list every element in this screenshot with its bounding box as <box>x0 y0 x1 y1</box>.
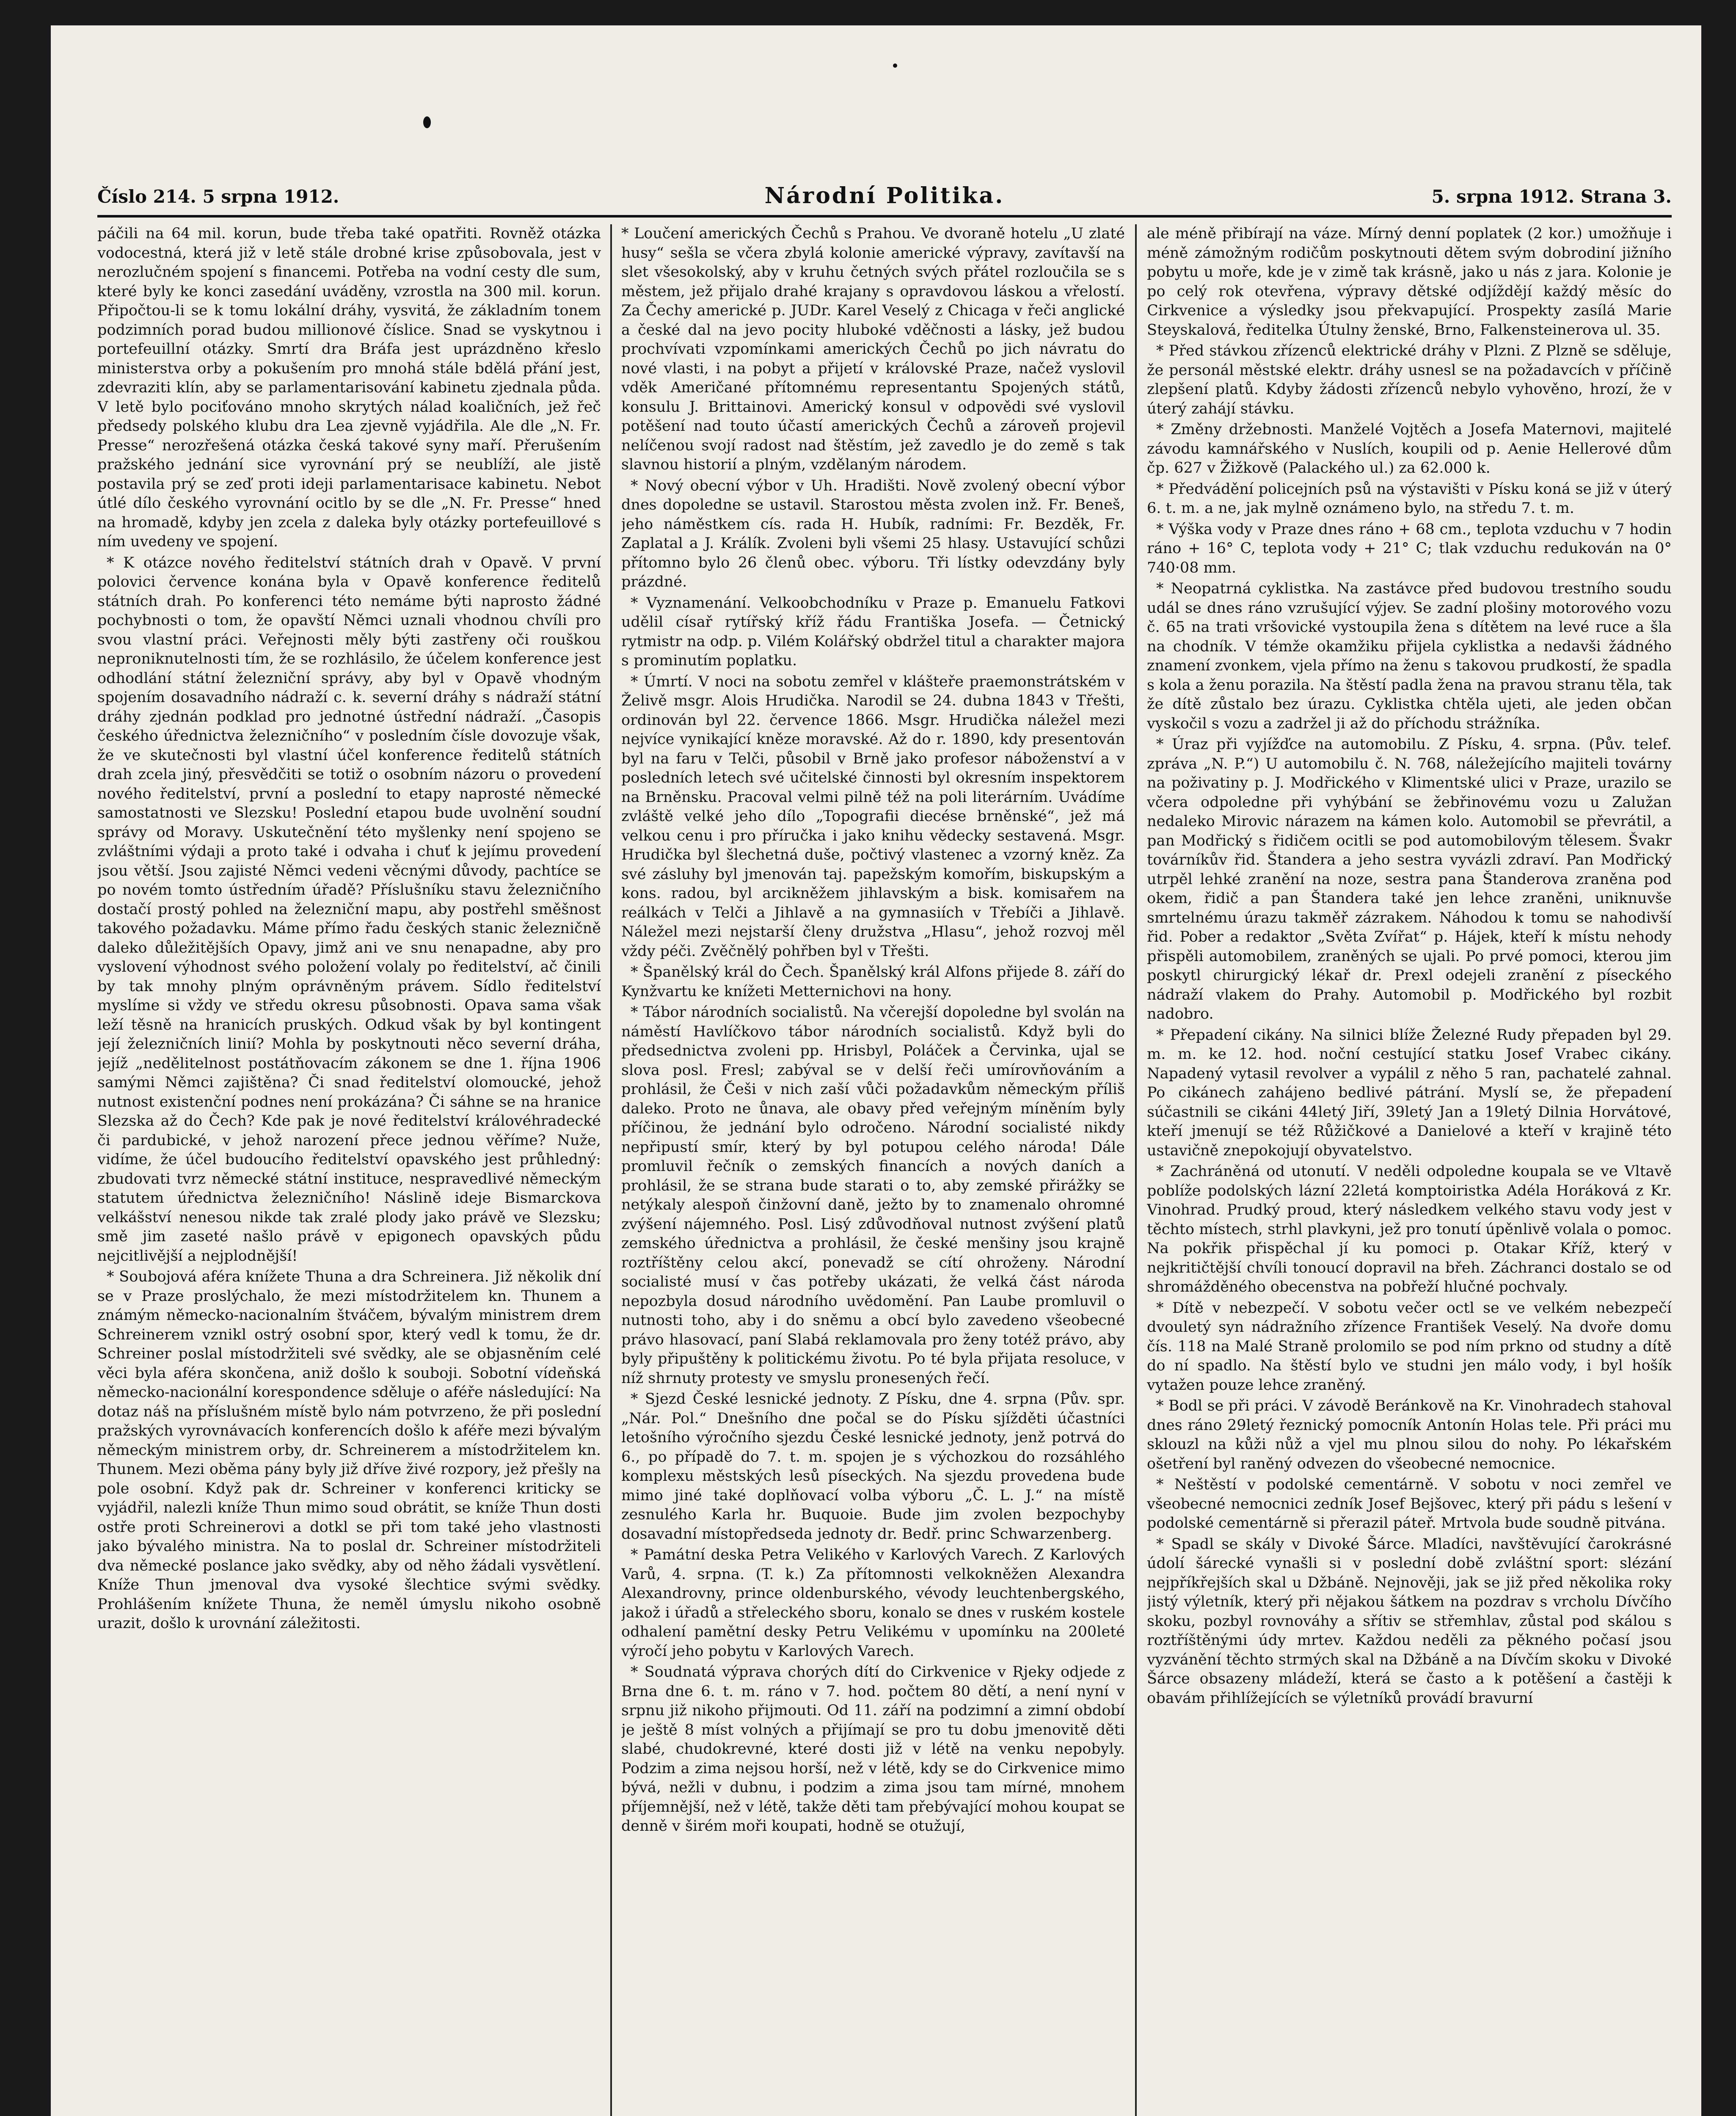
newspaper-title: Národní Politika. <box>764 183 1005 209</box>
article-paragraph: * Neopatrná cyklistka. Na zastávce před budovou trestního soudu udál se dnes ráno vzrušující výjev. Se zadní plošiny motorového vozu č. 65 na trati vršovické vystoupila žena s dítětem na levé ruce a šla na chodník. V témže okamžiku přijela cyklistka a nedavši žádného znamení zvonkem, vjela přímo na ženu s takovou prudkostí, že spadla s kola a ženu porazila. Na štěstí padla žena na pravou stranu těla, tak že dítě zůstalo bez úrazu. Cyklistka chtěla ujeti, ale jeden občan vyskočil s vozu a zadržel ji až do příchodu strážníka. <box>1147 580 1672 732</box>
article-paragraph: * Vyznamenání. Velkoobchodníku v Praze p. Emanuelu Fatkovi udělil císař rytířský kříž řádu Františka Josefa. — Četnický rytmistr na odp. p. Vilém Kolářský obdržel titul a charakter majora s prominutím poplatku. <box>621 594 1125 669</box>
article-paragraph: * Památní deska Petra Velikého v Karlových Varech. Z Karlových Varů, 4. srpna. (T. k.) Za přítomnosti velkokněžen Alexandra Alexandrovny, prince oldenburského, vévody leuchtenbergského, jakož i úřadů a střeleckého sboru, konalo se dnes v ruském kostele odhalení pamětní desky Petru Velikému v upomínku na 200leté výročí jeho pobytu v Karlových Varech. <box>621 1546 1125 1660</box>
article-paragraph: * Přepadení cikány. Na silnici blíže Železné Rudy přepaden byl 29. m. m. ke 12. hod. noční cestující statku Josef Vrabec cikány. Napadený vytasil revolver a vypálil z něho 5 ran, pachatelé zahnal. Po cikánech zahájeno bedlivé pátrání. Myslí se, že přepadení súčastnili se cikáni 44letý Jiří, 39letý Jan a 19letý Dilnia Horvátové, kteří jmenují se též Růžičkové a Danielové a kteří v krajině této ustavičně znepokojují obyvatelstvo. <box>1147 1026 1672 1159</box>
article-paragraph: * Tábor národních socialistů. Na včerejší dopoledne byl svolán na náměstí Havlíčkovo tábor národních socialistů. Když byli do předsednictva zvoleni pp. Hrisbyl, Poláček a Červinka, ujal se slova posl. Fresl; zabýval se v delší řeči umírovňováním a prohlásil, že Češi v nich zaší vůči požadavkům německým příliš daleko. Proto ne ůnava, ale obavy před veřejným míněním byly příčinou, že jednání bylo odročeno. Národní socialisté nikdy nepřipustí smír, který by byl potupou celého národa! Dále promluvil řečník o zemských financích a nových daních a prohlásil, že se strana bude starati o to, aby zemské přirážky se netýkaly alespoň činžovní daně, ježto by to znamenalo ohromné zvýšení nájemného. Posl. Lisý zdůvodňoval nutnost zvýšení platů zemského úřednictva a prohlásil, že české menšiny jsou krajně roztříštěny celou akcí, ponevadž se cítí ohroženy. Národní socialisté musí v čas potřeby ukázati, že velká část národa nepozbyla dosud národního uvědomění. Pan Laube promluvil o nutnosti toho, aby i do sněmu a obcí bylo zavedeno všeobecné právo hlasovací, paní Slabá reklamovala pro ženy totéž právo, aby byly připuštěny k politickému životu. Po té byla přijata resoluce, v níž shrnuty protesty ve smyslu pronesených řečí. <box>621 1004 1125 1387</box>
article-paragraph: * Spadl se skály v Divoké Šárce. Mladíci, navštěvující čarokrásné údolí šárecké vynašli si v poslední době zvláštní sport: slézání nejpříkřejších skal u Džbáně. Nejnověji, jak se již před několika roky jistý výletník, který při nějakou šátkem na pozdrav s vrcholu Dívčího skoku, pozbyl rovnováhy a sřítiv se střemhlav, zůstal pod skálou s roztříštěnými údy mrtev. Každou neděli za pěkného počasí jsou vyzvánění těchto strmých skal na Džbáně a na Dívčím skoku v Divoké Šárce obsazeny mládeží, která se často a k potěšení a častěji k obavám přihlížejících se výletníků provádí bravurní <box>1147 1535 1672 1707</box>
article-paragraph: * Bodl se při práci. V závodě Beránkově na Kr. Vinohradech stahoval dnes ráno 29letý řeznický pomocník Antonín Holas tele. Při práci mu sklouzl na kůži nůž a vjel mu plnou silou do nohy. Po lékařském ošetření byl raněný odvezen do všeobecné nemocnice. <box>1147 1397 1672 1472</box>
column-3 <box>1147 224 1672 2116</box>
article-paragraph: * Před stávkou zřízenců elektrické dráhy v Plzni. Z Plzně se sděluje, že personál městské elektr. dráhy usnesl se na požadavcích v příčině zlepšení platů. Kdyby žádosti zřízenců nebylo vyhověno, hrozí, že v úterý zahájí stávku. <box>1147 342 1672 417</box>
article-paragraph: * Sjezd České lesnické jednoty. Z Písku, dne 4. srpna (Pův. spr. „Nár. Pol.“ Dnešního dne počal se do Písku sjížděti účastníci letošního výročního sjezdu České lesnické jednoty, jenž potrvá do 6., po případě do 7. t. m. spojen je s výchozkou do rozsáhlého komplexu městských lesů píseckých. Na sjezdu provedena bude mimo jiné také doplňovací volba výboru „Č. L. J.“ na místě zesnulého Karla hr. Buquoie. Bude jim zvolen bezpochyby dosavadní místopředseda jednoty dr. Bedř. princ Schwarzenberg. <box>621 1391 1125 1543</box>
article-paragraph: * Soudnatá výprava chorých dítí do Cirkvenice v Rjeky odjede z Brna dne 6. t. m. ráno v 7. hod. počtem 80 dětí, a není nyní v srpnu již nikoho přijmouti. Od 11. září na podzimní a zimní období je ještě 8 míst volných a přijímají se pro tu dobu jmenovitě děti slabé, chudokrevné, které dosti již v létě na venku nepobyly. Podzim a zima nejsou horší, než v létě, kdy se do Cirkvenice mimo bývá, nežli v dubnu, i podzim a zima jsou tam mírné, mnohem příjemnější, než v létě, takže děti tam přebývající mohou koupat se denně v širém moři koupati, hodně se otužují, <box>621 1664 1125 1835</box>
article-paragraph: páčili na 64 mil. korun, bude třeba také opatřiti. Rovněž otázka vodocestná, která již v letě stále drobné krise způsobovala, jest v nerozlučném spojení s financemi. Potřeba na vodní cesty dle sum, které byly ke konci zasedání uváděny, vzrostla na 300 mil. korun. Připočtou-li se k tomu lokální dráhy, vysvitá, že základním tonem podzimních porad budou millionové číslice. Snad se vyskytnou i portefeuillní otázky. Smrtí dra Bráfa jest uprázdněno křeslo ministerstva orby a pokušením pro mnohá stále bdělá přání jest, zdevraziti klín, aby se parlamentarisování kabinetu zjednala půda. V letě bylo pociťováno mnoho skrytých nálad koaličních, jež řeč předsedy polského klubu dra Lea zjevně vyjádřila. Ale dle „N. Fr. Presse“ nerozřešená otázka česká takové syny maří. Přerušením pražského jednání sice vyrovnání prý se neublíží, ale jistě postavila prý se zeď proti ideji parlamentarisace kabinetu. Nebot útlé dílo českého vyrovnání ocitlo by se dle „N. Fr. Presse“ hned na hromadě, kdyby jen zcela z daleka byly otázky portefeuillové s ním uvedeny ve spojení. <box>97 225 601 550</box>
article-paragraph: * Neštěstí v podolské cementárně. V sobotu v noci zemřel ve všeobecné nemocnici zedník Josef Bejšovec, který při pádu s lešení v podolské cementárně si přerazil páteř. Mrtvola bude soudně pitvána. <box>1147 1476 1672 1532</box>
article-paragraph: * Úraz při vyjížďce na automobilu. Z Písku, 4. srpna. (Pův. telef. zpráva „N. P.“) U automobilu č. N. 768, náležejícího majiteli továrny na poživatiny p. J. Modřického v Klimentské ulici v Praze, urazilo se včera odpoledne při vyhýbání se žebřinovému vozu u Zalužan nedaleko Mirovic nárazem na kámen kolo. Automobil se převrátil, a pan Modřický s řidičem ocitli se pod automobilovým tělesem. Švakr továrníkův řid. Štandera a jeho sestra vyvázli zdraví. Pan Modřický utrpěl lehké zranění na noze, sestra pana Štanderova zraněna pod okem, řidič a pan Štandera také jen lehce zraněni, uniknuvše smrtelnému úrazu takměř zázrakem. Náhodou k tomu se nahodivší řid. Pober a redaktor „Světa Zvířat“ p. Hájek, kteří k místu nehody přispěli automobilem, zraněných se ujali. Po prvé pomoci, kterou jim poskytl chirurgický lékař dr. Prexl odejeli zranění z píseckého nádraží vlakem do Prahy. Automobil p. Modřického byl rozbit nadobro. <box>1147 736 1672 1022</box>
article-paragraph: * Výška vody v Praze dnes ráno + 68 cm., teplota vzduchu v 7 hodin ráno + 16° C, teplota vody + 21° C; tlak vzduchu redukován na 0° 740·08 mm. <box>1147 521 1672 576</box>
column-1 <box>97 224 601 2116</box>
page-header <box>97 178 1672 212</box>
article-paragraph: * Soubojová aféra knížete Thuna a dra Schreinera. Již několik dní se v Praze proslýchalo, že mezi místodržitelem kn. Thunem a známým německo-nacionalním štváčem, bývalým ministrem drem Schreinerem vznikl ostrý osobní spor, který vedl k tomu, že dr. Schreiner poslal místodržiteli své svědky, ale se objasněním celé věci byla aféra skončena, aniž došlo k souboji. Sobotní vídeňská německo-nacionální korespondence sděluje o aféře následující: Na dotaz náš na příslušném místě bylo nám potvrzeno, že při poslední pražských vyrovnávacích konferencích došlo k aféře mezi bývalým německým ministrem orby, dr. Schreinerem a místodržitelem kn. Thunem. Mezi oběma pány byly již dříve živé rozpory, jež přešly na pole osobní. Když pak dr. Schreiner v konferenci kriticky se vyjádřil, nalezli kníže Thun mimo soud obrátit, se kníže Thun dosti ostře proti Schreinerovi a dotkl se při tom také jeho vlastnosti jako bývalého ministra. Na to poslal dr. Schreiner místodržiteli dva německé poslance jako svědky, aby od něho žádali vysvětlení. Kníže Thun jmenoval dva vysoké šlechtice svými svědky. Prohlášením knížete Thuna, že neměl úmyslu nikoho osobně urazit, došlo k urovnání záležitosti. <box>97 1268 601 1632</box>
article-paragraph: * Změny držebnosti. Manželé Vojtěch a Josefa Maternovi, majitelé závodu kamnářského v Nuslích, koupili od p. Aenie Hellerové dům čp. 627 v Žižkově (Palackého ul.) za 62.000 k. <box>1147 421 1672 477</box>
ink-spot <box>423 116 431 128</box>
article-paragraph: * Předvádění policejních psů na výstavišti v Písku koná se již v úterý 6. t. m. a ne, jak mylně oznámeno bylo, na středu 7. t. m. <box>1147 480 1672 517</box>
article-paragraph: * Nový obecní výbor v Uh. Hradišti. Nově zvolený obecní výbor dnes dopoledne se ustavil. Starostou města zvolen inž. Fr. Beneš, jeho náměstkem cís. rada H. Hubík, radními: Fr. Bezděk, Fr. Zaplatal a J. Králík. Zvoleni byli všemi 25 hlasy. Ustavující schůzi přítomno bylo 26 členů obec. výboru. Tři lístky odevzdány byly prázdné. <box>621 477 1125 590</box>
article-paragraph: * Španělský král do Čech. Španělský král Alfons přijede 8. září do Kynžvartu ke knížeti Metternichovi na hony. <box>621 964 1125 1000</box>
article-paragraph: * Loučení amerických Čechů s Prahou. Ve dvoraně hotelu „U zlaté husy“ sešla se včera zbylá kolonie americké výpravy, zavítavší na slet všesokolský, aby v kruhu četných svých přátel rozloučila se s městem, jež přijalo drahé krajany s opravdovou láskou a vřelostí. Za Čechy americké p. JUDr. Karel Veselý z Chicaga v řeči anglické a české dal na jevo pocity hluboké vděčnosti a lásky, jež budou prochvívati vzpomínkami amerických Čechů po jich návratu do nové vlasti, i na pobyt a přijetí v královské Praze, načež vyslovil vděk Američané přítomnému representantu Spojených států, konsulu J. Brittainovi. Americký konsul v odpovědi své vyslovil potěšení nad touto účastí amerických Čechů a zároveň projevil nelíčenou svojí radost nad štěstím, jež zavedlo je do země s tak slavnou historií a plným, vzdělaným národem. <box>621 225 1125 473</box>
article-paragraph: * Zachráněná od utonutí. V neděli odpoledne koupala se ve Vltavě poblíže podolských lázní 22letá komptoiristka Adéla Horáková z Kr. Vinohrad. Prudký proud, který následkem velkého stavu vody jest v těchto místech, strhl plavkyni, jež pro tonutí úpěnlivě volala o pomoc. Na pokřik přispěchal jí ku pomoci p. Otakar Kříž, který v nejkritičtější chvíli tonoucí dopravil na břeh. Záchranci dostalo se od shromážděného obecenstva na pobřeží hlučné pochvaly. <box>1147 1163 1672 1295</box>
article-paragraph: * K otázce nového ředitelství státních drah v Opavě. V první polovici července konána byla v Opavě konference ředitelů státních drah. Po konferenci této nemáme býti naprosto žádné pochybnosti o tom, že opavští Němci uznali vhodnou chvíli pro svou vlastní práci. Veřejnosti měly býti zastřeny oči rouškou neproniknutelnosti tím, že se rozhlásilo, že účelem konference jest odhodlání státní železniční správy, aby byl v Opavě vhodným spojením dosavadního nádraží c. k. severní dráhy s nádraží státní dráhy zjednán podklad pro jednotné ústřední nádraží. „Časopis českého úřednictva železničního“ v posledním čísle dovozuje však, že ve skutečnosti byl vlastní účel konference ředitelů státních drah zcela jiný, přesvědčiti se totiž o osobním názoru o provedení nového ředitelství, první a poslední to etapy naprosté německé samostatnosti ve Slezsku! Poslední etapou bude uvolnění soudní správy od Moravy. Uskutečnění této myšlenky není spojeno se zvláštními výdaji a proto také i odvaha i chuť k jejímu provedení jsou větší. Jsou zajisté Němci vedeni věcnými důvody, pachtíce se po novém tomto ústředním úřadě? Příslušníku stavu železničního dostačí prostý pohled na železniční mapu, aby postřehl směšnost takového požadavku. Máme přímo řadu českých stanic železničně daleko důležitějších Opavy, jimž ani ve snu nenapadne, aby pro vyslovení výhodnost svého položení volaly po ředitelství, ač činili by tak mnohy plným oprávněným právem. Sídlo ředitelství myslíme si vždy ve středu okresu působnosti. Opava sama však leží těsně na hranicích pruských. Odkud však by byl kontingent její železničních linií? Mohla by poskytnouti něco severní dráha, jejíž „nedělitelnost postátňovacím zákonem se dne 1. října 1906 samými Němci zajištěna? Či snad ředitelství olomoucké, jehož nutnost existenční podnes není prokázána? Či sáhne se na hranice Slezska až do Čech? Kde pak je nové ředitelství královéhradecké či pardubické, v jehož narození přece jednou věříme? Nuže, vidíme, že účel budoucího ředitelství opavského jest průhledný: zbudovati tvrz německé státní instituce, nespravedlivé německým statutem úřednictva železničního! Náslině ideje Bismarckova velkášství nenesou nikde tak zralé plody jako právě ve Slezsku; smě jim zaseté našlo právě v epigonech opavských půdu nejcitlivější a nejplodnější! <box>97 554 601 1265</box>
newspaper-page <box>51 25 1701 2116</box>
article-paragraph: * Úmrtí. V noci na sobotu zemřel v klášteře praemonstrátském v Želivě msgr. Alois Hrudička. Narodil se 24. dubna 1843 v Třešti, ordinován byl 22. července 1866. Msgr. Hrudička náležel mezi nejvíce vynikající kněze moravské. Až do r. 1890, kdy presentován byl na faru v Telči, působil v Brně jako profesor náboženství a v posledních letech své učitelské činnosti byl okresním inspektorem na Brněnsku. Pracoval velmi pilně též na poli literárním. Uvádíme zvláště velké jeho dílo „Topografii diecése brněnské“, jež má velkou cenu i pro příručka i jako knihu vědecky sestavená. Msgr. Hrudička byl šlechetná duše, počtivý vlastenec a vzorný kněz. Za své zásluhy byl jmenován taj. papežským komořím, biskupským a kons. radou, byl arcikněžem jihlavským a bisk. komisařem na reálkách v Telči a Jihlavě a na gymnasiích v Třebíči a Jihlavě. Náležel mezi nejstarší členy družstva „Hlasu“, jehož rozvoj měl vždy péči. Zvěčnělý pohřben byl v Třešti. <box>621 673 1125 960</box>
page-date-number: 5. srpna 1912. Strana 3. <box>1431 186 1672 207</box>
article-paragraph: ale méně přibírají na váze. Mírný denní poplatek (2 kor.) umožňuje i méně zámožným rodičům poskytnouti dětem svým dobrodiní jižního pobytu u moře, kde je v zimě tak krásně, jako u nás z jara. Kolonie je po celý rok otevřena, výpravy dětské odjíždějí každý měsíc do Cirkvenice a výsledky jsou překvapující. Prospekty zasílá Marie Steyskalová, ředitelka Útulny ženské, Brno, Falkensteinerova ul. 35. <box>1147 225 1672 339</box>
column-divider <box>1135 224 1137 2116</box>
ink-spot <box>893 63 897 68</box>
column-divider <box>610 224 612 2116</box>
issue-number-date: Číslo 214. 5 srpna 1912. <box>97 186 339 207</box>
header-rule <box>97 215 1672 218</box>
article-paragraph: * Dítě v nebezpečí. V sobotu večer octl se ve velkém nebezpečí dvouletý syn nádražního zřízence František Veselý. Na dvoře domu čís. 118 na Malé Straně prolomilo se pod ním prkno od studny a dítě do ní spadlo. Na štěstí bylo ve studni jen málo vody, i byl hošík vytažen pouze lehce zraněný. <box>1147 1299 1672 1394</box>
column-2 <box>621 224 1125 2116</box>
